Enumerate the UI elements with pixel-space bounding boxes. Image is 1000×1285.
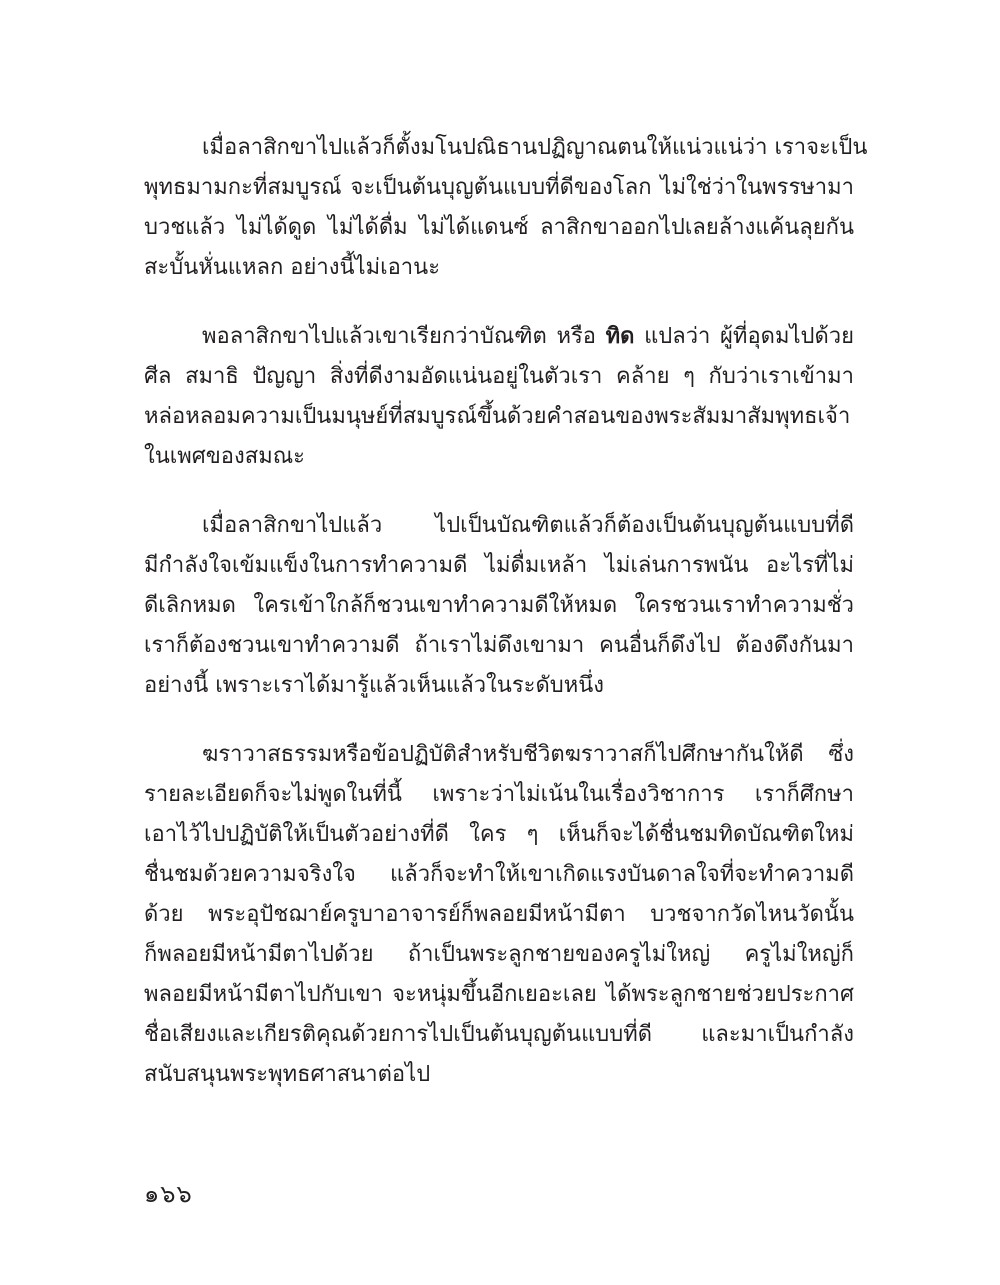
bold-term-tid: ทิด [605,324,635,349]
paragraph-line: ฆราวาสธรรมหรือข้อปฏิบัติสำหรับชีวิตฆราวาสก็ไปศึกษากันให้ดี ซึ่ง [202,742,854,767]
paragraph-line: ศีล สมาธิ ปัญญา สิ่งที่ดีงามอัดแน่นอยู่ในตัวเรา คล้าย ๆ กับว่าเราเข้ามา [144,364,854,389]
text-segment: แปลว่า ผู้ที่อุดมไปด้วย [634,324,855,349]
paragraph-line: ก็พลอยมีหน้ามีตาไปด้วย ถ้าเป็นพระลูกชายของครูไม่ใหญ่ ครูไม่ใหญ่ก็ [144,942,854,967]
paragraph-line: สะบั้นหั่นแหลก อย่างนี้ไม่เอานะ [144,255,441,280]
paragraph-line: ชื่นชมด้วยความจริงใจ แล้วก็จะทำให้เขาเกิดแรงบันดาลใจที่จะทำความดี [144,862,854,887]
paragraph-line: หล่อหลอมความเป็นมนุษย์ที่สมบูรณ์ขึ้นด้วยคำสอนของพระสัมมาสัมพุทธเจ้า [144,404,851,429]
paragraph-3 [144,506,854,706]
paragraph-line: เราก็ต้องชวนเขาทำความดี ถ้าเราไม่ดึงเขามา คนอื่นก็ดึงไป ต้องดึงกันมา [144,633,854,658]
paragraph-line: บวชแล้ว ไม่ได้ดูด ไม่ได้ดื่ม ไม่ได้แดนซ์ ลาสิกขาออกไปเลยล้างแค้นลุยกัน [144,215,854,240]
paragraph-line: เมื่อลาสิกขาไปแล้ว ไปเป็นบัณฑิตแล้วก็ต้องเป็นต้นบุญต้นแบบที่ดี [202,513,854,538]
paragraph-line: อย่างนี้ เพราะเราได้มารู้แล้วเห็นแล้วในระดับหนึ่ง [144,673,604,698]
paragraph-2 [144,317,854,477]
paragraph-4 [144,735,854,1095]
paragraph-line [144,317,854,357]
paragraph-line: มีกำลังใจเข้มแข็งในการทำความดี ไม่ดื่มเหล้า ไม่เล่นการพนัน อะไรที่ไม่ [144,553,854,578]
paragraph-line: ชื่อเสียงและเกียรติคุณด้วยการไปเป็นต้นบุญต้นแบบที่ดี และมาเป็นกำลัง [144,1022,854,1047]
page-number: ๑๖๖ [144,1180,193,1208]
paragraph-line: สนับสนุนพระพุทธศาสนาต่อไป [144,1062,431,1087]
paragraph-line: ดีเลิกหมด ใครเข้าใกล้ก็ชวนเขาทำความดีให้หมด ใครชวนเราทำความชั่ว [144,593,854,618]
paragraph-line: เอาไว้ไปปฏิบัติให้เป็นตัวอย่างที่ดี ใคร ๆ เห็นก็จะได้ชื่นชมทิดบัณฑิตใหม่ [144,822,854,847]
page-body [144,128,868,1095]
paragraph-line: รายละเอียดก็จะไม่พูดในที่นี้ เพราะว่าไม่เน้นในเรื่องวิชาการ เราก็ศึกษา [144,782,854,807]
paragraph-line: ในเพศของสมณะ [144,444,305,469]
paragraph-line: พุทธมามกะที่สมบูรณ์ จะเป็นต้นบุญต้นแบบที่ดีของโลก ไม่ใช่ว่าในพรรษามา [144,175,854,200]
paragraph-line: เมื่อลาสิกขาไปแล้วก็ตั้งมโนปณิธานปฏิญาณตนให้แน่วแน่ว่า เราจะเป็น [202,135,868,160]
paragraph-line: ด้วย พระอุปัชฌาย์ครูบาอาจารย์ก็พลอยมีหน้ามีตา บวชจากวัดไหนวัดนั้น [144,902,854,927]
paragraph-1 [144,128,868,288]
paragraph-line: พลอยมีหน้ามีตาไปกับเขา จะหนุ่มขึ้นอีกเยอะเลย ได้พระลูกชายช่วยประกาศ [144,982,854,1007]
text-segment: พอลาสิกขาไปแล้วเขาเรียกว่าบัณฑิต หรือ [202,324,606,349]
